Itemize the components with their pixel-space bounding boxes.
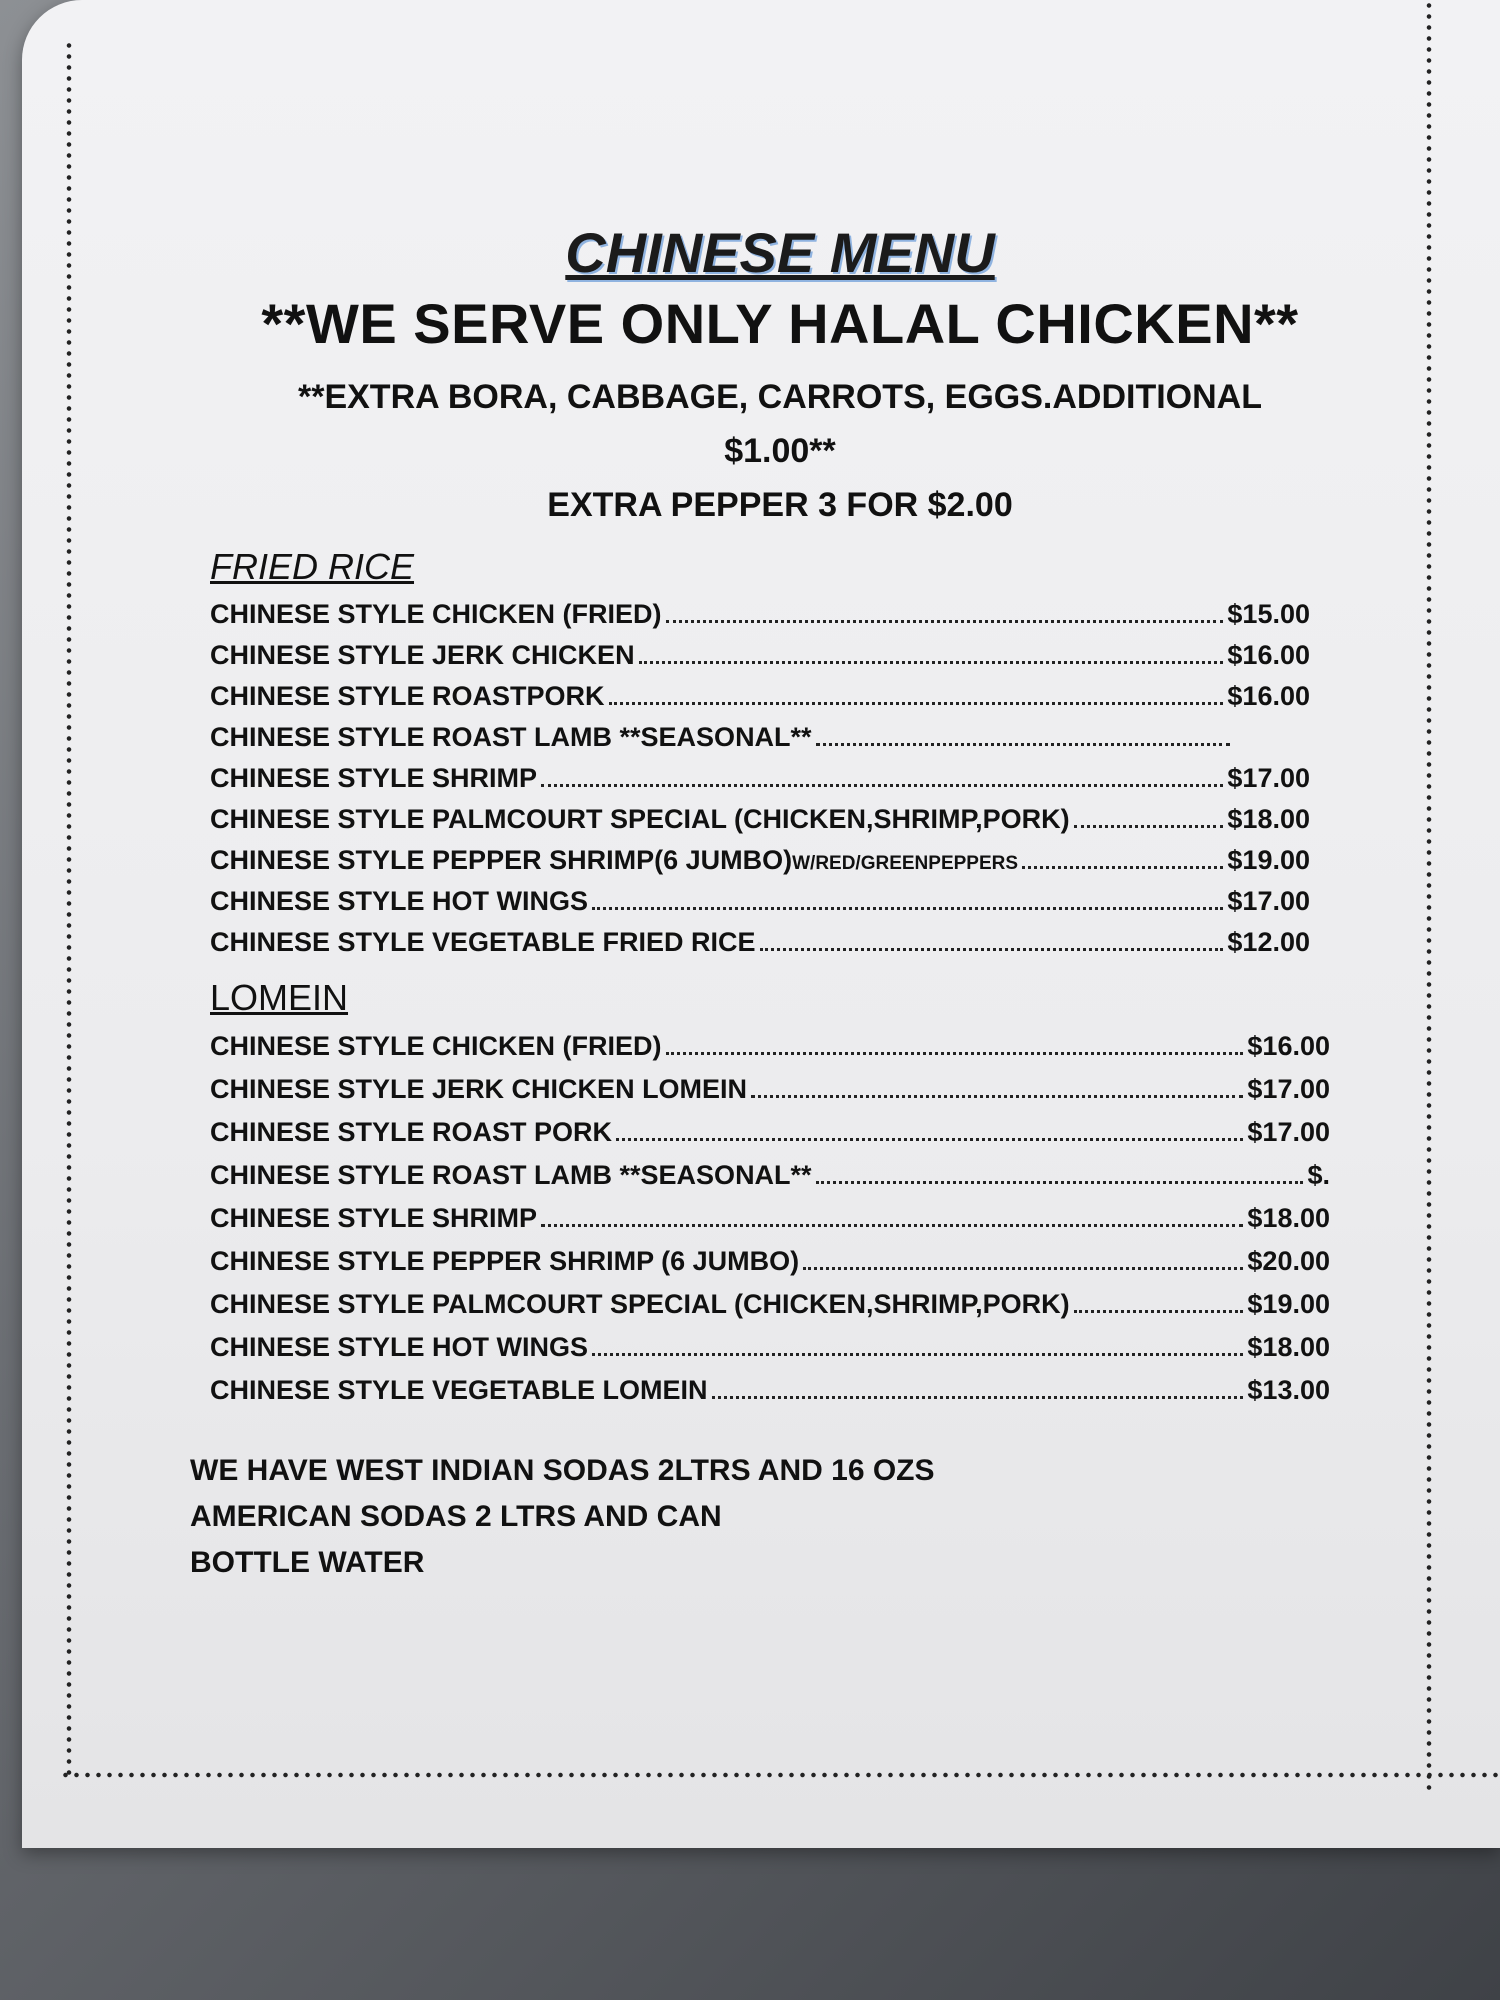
extras-note-line2: $1.00** <box>724 432 836 470</box>
dot-leader <box>712 1396 1244 1399</box>
item-name: CHINESE STYLE ROAST PORK <box>210 1117 613 1147</box>
list-item <box>210 1240 1330 1283</box>
item-price: $17.00 <box>1247 1117 1330 1147</box>
drinks-section <box>190 1448 1370 1586</box>
item-name: CHINESE STYLE HOT WINGS <box>210 1332 589 1362</box>
item-name-main: CHINESE STYLE PEPPER SHRIMP(6 JUMBO) <box>210 845 793 875</box>
dot-leader <box>760 948 1224 951</box>
dot-leader <box>592 907 1223 910</box>
item-name: CHINESE STYLE PEPPER SHRIMP (6 JUMBO) <box>210 1246 800 1276</box>
dot-leader <box>816 1181 1304 1184</box>
item-price: $17.00 <box>1247 1074 1330 1104</box>
list-item <box>210 1068 1330 1111</box>
dot-leader <box>541 1224 1243 1227</box>
item-price: $19.00 <box>1227 845 1310 875</box>
item-name: CHINESE STYLE VEGETABLE LOMEIN <box>210 1375 708 1405</box>
pepper-note: EXTRA PEPPER 3 FOR $2.00 <box>547 486 1013 524</box>
item-price: $12.00 <box>1227 927 1310 957</box>
list-item <box>210 1326 1330 1369</box>
halal-notice: **WE SERVE ONLY HALAL CHICKEN** <box>261 292 1299 355</box>
list-item <box>210 758 1310 799</box>
fried-rice-heading: FRIED RICE <box>210 546 415 587</box>
item-price: $17.00 <box>1227 763 1310 793</box>
item-price: $13.00 <box>1247 1375 1330 1405</box>
list-item <box>210 840 1310 881</box>
item-name: CHINESE STYLE ROASTPORK <box>210 681 605 711</box>
list-item <box>210 1197 1330 1240</box>
item-name: CHINESE STYLE JERK CHICKEN <box>210 640 635 670</box>
list-item <box>210 1025 1330 1068</box>
item-name: CHINESE STYLE SHRIMP <box>210 763 538 793</box>
item-name <box>210 840 1018 884</box>
item-price: $18.00 <box>1227 804 1310 834</box>
list-item <box>210 922 1310 963</box>
decorative-border-right <box>1420 0 1438 1790</box>
menu-title: CHINESE MENU <box>565 221 995 284</box>
item-name: CHINESE STYLE ROAST LAMB **SEASONAL** <box>210 1160 812 1190</box>
item-price: $19.00 <box>1247 1289 1330 1319</box>
item-name: CHINESE STYLE SHRIMP <box>210 1203 538 1233</box>
list-item <box>210 717 1310 758</box>
dot-leader <box>592 1353 1243 1356</box>
item-price: $18.00 <box>1247 1203 1330 1233</box>
item-price: $16.00 <box>1247 1031 1330 1061</box>
item-name: CHINESE STYLE CHICKEN (FRIED) <box>210 599 662 629</box>
item-price: $. <box>1307 1160 1330 1190</box>
item-name: CHINESE STYLE PALMCOURT SPECIAL (CHICKEN,SHRIMP,PORK) <box>210 804 1070 834</box>
dot-leader <box>616 1138 1243 1141</box>
list-item <box>210 594 1310 635</box>
item-name-note: W/RED/GREENPEPPERS <box>792 853 1019 874</box>
dot-leader <box>666 1052 1244 1055</box>
list-item <box>210 799 1310 840</box>
decorative-border-left <box>60 40 78 1780</box>
lomein-list <box>190 1025 1370 1412</box>
drinks-line-american: AMERICAN SODAS 2 LTRS AND CAN <box>190 1500 722 1533</box>
dot-leader <box>751 1095 1243 1098</box>
item-name: CHINESE STYLE VEGETABLE FRIED RICE <box>210 927 756 957</box>
drinks-line-west-indian: WE HAVE WEST INDIAN SODAS 2LTRS AND 16 OZS <box>190 1454 935 1487</box>
item-price: $16.00 <box>1227 681 1310 711</box>
dot-leader <box>541 784 1223 787</box>
item-price: $20.00 <box>1247 1246 1330 1276</box>
lomein-heading: LOMEIN <box>210 977 349 1018</box>
dot-leader <box>666 620 1224 623</box>
item-name: CHINESE STYLE HOT WINGS <box>210 886 589 916</box>
list-item <box>210 676 1310 717</box>
fried-rice-list <box>190 594 1370 963</box>
drinks-line-water: BOTTLE WATER <box>190 1546 425 1579</box>
dot-leader <box>609 702 1224 705</box>
list-item <box>210 1369 1330 1412</box>
dot-leader <box>1074 825 1224 828</box>
item-name: CHINESE STYLE ROAST LAMB **SEASONAL** <box>210 722 812 752</box>
menu-content <box>190 220 1370 1586</box>
list-item <box>210 635 1310 676</box>
item-price: $15.00 <box>1227 599 1310 629</box>
item-price: $16.00 <box>1227 640 1310 670</box>
item-name: CHINESE STYLE CHICKEN (FRIED) <box>210 1031 662 1061</box>
dot-leader <box>1022 866 1223 869</box>
decorative-border-bottom <box>60 1766 1500 1784</box>
extras-note-line1: **EXTRA BORA, CABBAGE, CARROTS, EGGS.ADDITIONAL <box>297 378 1262 416</box>
item-name: CHINESE STYLE PALMCOURT SPECIAL (CHICKEN,SHRIMP,PORK) <box>210 1289 1070 1319</box>
dot-leader <box>803 1267 1243 1270</box>
list-item <box>210 1111 1330 1154</box>
item-name: CHINESE STYLE JERK CHICKEN LOMEIN <box>210 1074 748 1104</box>
dot-leader <box>1074 1310 1244 1313</box>
list-item <box>210 1154 1330 1197</box>
dot-leader <box>639 661 1224 664</box>
item-price: $17.00 <box>1227 886 1310 916</box>
list-item <box>210 1283 1330 1326</box>
list-item <box>210 881 1310 922</box>
dot-leader <box>816 743 1230 746</box>
item-price: $18.00 <box>1247 1332 1330 1362</box>
